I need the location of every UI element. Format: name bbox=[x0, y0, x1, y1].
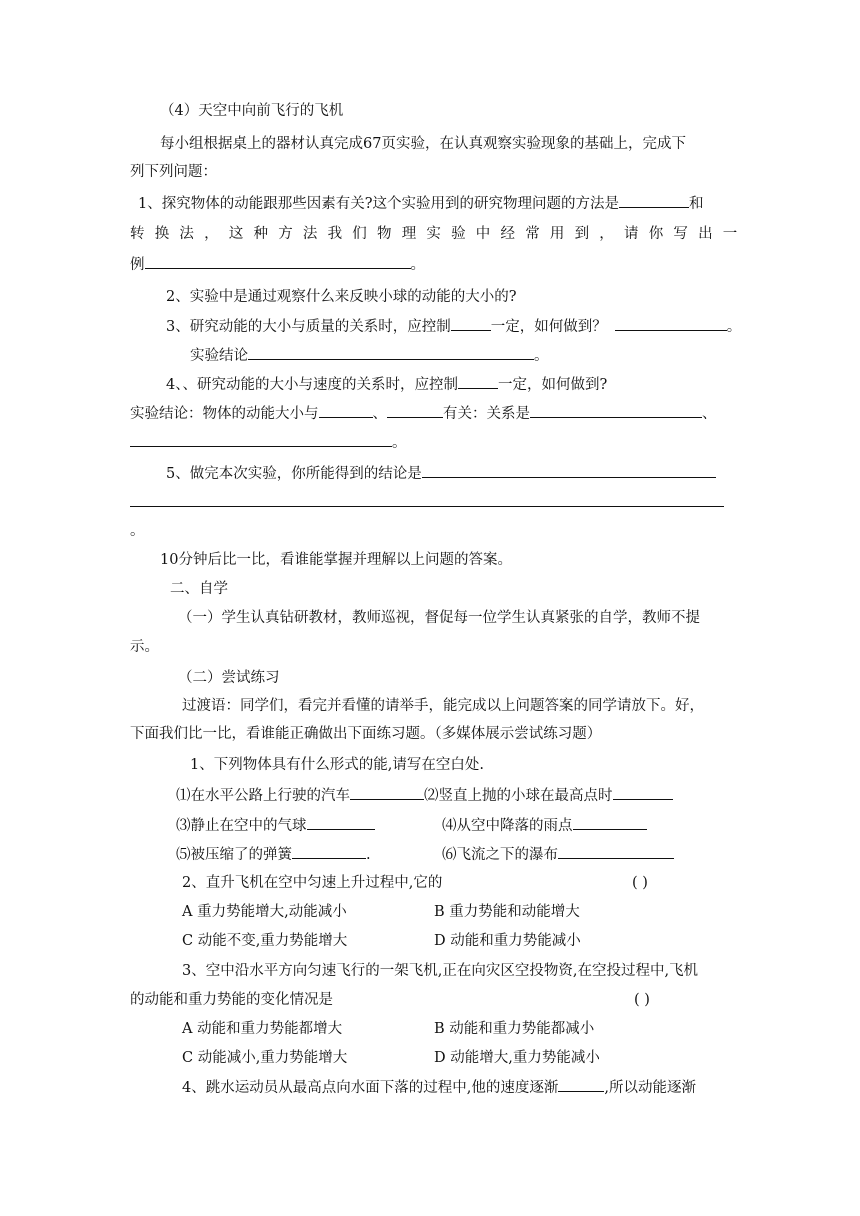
exercise-4-text: 4、跳水运动员从最高点向水面下落的过程中,他的速度逐渐 bbox=[182, 1080, 559, 1096]
answer-blank[interactable] bbox=[248, 344, 534, 360]
transition-text-cont: 下面我们比一比，看谁能正确做出下面练习题。（多媒体展示尝试练习题） bbox=[130, 726, 602, 742]
exercise-2-option-a[interactable]: A 重力势能增大,动能减小 bbox=[182, 904, 347, 920]
conclusion-relation: 有关：关系是 bbox=[443, 406, 530, 422]
self-study-part-1-cont: 示。 bbox=[130, 639, 159, 655]
exercise-3-option-d[interactable]: D 动能增大,重力势能减小 bbox=[434, 1050, 600, 1066]
conclusion-text: 实验结论：物体的动能大小与 bbox=[130, 406, 319, 422]
exercise-3-cont: 的动能和重力势能的变化情况是 bbox=[130, 992, 333, 1008]
group-instruction: 每小组根据桌上的器材认真完成67页实验，在认真观察实验现象的基础上，完成下 bbox=[160, 136, 686, 152]
question-4-text: 4、、研究动能的大小与速度的关系时，应控制 bbox=[166, 377, 458, 393]
question-3 bbox=[166, 315, 741, 338]
answer-blank[interactable] bbox=[145, 253, 411, 269]
question-4-conclusion bbox=[130, 402, 717, 425]
answer-blank[interactable] bbox=[558, 843, 674, 859]
exercise-4-cont: ,所以动能逐渐 bbox=[604, 1080, 696, 1096]
self-study-part-1: （一）学生认真钻研教材，教师巡视，督促每一位学生认真紧张的自学，教师不提 bbox=[178, 610, 700, 626]
period: 。 bbox=[534, 348, 549, 364]
exercise-2-option-c[interactable]: C 动能不变,重力势能增大 bbox=[182, 933, 348, 949]
exercise-4 bbox=[182, 1076, 696, 1099]
ten-minute-note: 10分钟后比一比，看谁能掌握并理解以上问题的答案。 bbox=[160, 552, 512, 568]
answer-blank[interactable] bbox=[130, 491, 724, 507]
question-4-how: 一定，如何做到? bbox=[497, 377, 608, 393]
exercise-1-item-3: ⑶静止在空中的气球 bbox=[176, 818, 307, 834]
answer-blank[interactable] bbox=[451, 315, 491, 331]
exercise-1-item-5: ⑸被压缩了的弹簧 bbox=[176, 847, 292, 863]
exercise-1-row-2-left bbox=[176, 814, 375, 837]
answer-blank[interactable] bbox=[307, 814, 375, 830]
comma: 、 bbox=[702, 406, 717, 422]
answer-blank[interactable] bbox=[619, 192, 689, 208]
exercise-1-item-2: ⑵竖直上抛的小球在最高点时 bbox=[424, 788, 613, 804]
conclusion-label: 实验结论 bbox=[190, 348, 248, 364]
question-1-line2: 转换法，这种方法我们物理实验中经常用到，请你写出一 bbox=[130, 226, 748, 242]
exercise-3-option-a[interactable]: A 动能和重力势能都增大 bbox=[182, 1021, 343, 1037]
question-1-text: 1、探究物体的动能跟那些因素有关?这个实验用到的研究物理问题的方法是 bbox=[138, 196, 619, 212]
answer-blank[interactable] bbox=[319, 402, 373, 418]
question-5 bbox=[166, 462, 716, 485]
answer-blank[interactable] bbox=[558, 1076, 604, 1092]
exercise-2-answer-paren[interactable]: ( ) bbox=[632, 875, 648, 891]
answer-blank[interactable] bbox=[458, 373, 498, 389]
answer-blank[interactable] bbox=[530, 402, 702, 418]
exercise-2-option-b[interactable]: B 重力势能和动能增大 bbox=[434, 904, 580, 920]
answer-blank[interactable] bbox=[573, 814, 647, 830]
answer-blank[interactable] bbox=[387, 402, 443, 418]
section-self-study: 二、自学 bbox=[170, 581, 228, 597]
question-5-end: 。 bbox=[130, 523, 145, 539]
period: . bbox=[366, 847, 371, 863]
question-5-line2 bbox=[130, 491, 724, 514]
exercise-1-item-6: ⑹飞流之下的瀑布 bbox=[442, 847, 558, 863]
exercise-2: 2、直升飞机在空中匀速上升过程中,它的 bbox=[182, 875, 443, 891]
exercise-1-item-4: ⑷从空中降落的雨点 bbox=[442, 818, 573, 834]
answer-blank[interactable] bbox=[615, 315, 727, 331]
exercise-2-option-d[interactable]: D 动能和重力势能减小 bbox=[434, 933, 581, 949]
question-5-text: 5、做完本次实验，你所能得到的结论是 bbox=[166, 466, 422, 482]
exercise-3-option-c[interactable]: C 动能减小,重力势能增大 bbox=[182, 1050, 348, 1066]
question-3-how: 一定，如何做到？ bbox=[490, 319, 607, 335]
exercise-1-item-1: ⑴在水平公路上行驶的汽车 bbox=[176, 788, 350, 804]
question-1-example: 例 bbox=[130, 257, 145, 273]
answer-blank[interactable] bbox=[613, 784, 673, 800]
self-study-part-2: （二）尝试练习 bbox=[178, 670, 280, 686]
transition-text: 过渡语：同学们，看完并看懂的请举手，能完成以上问题答案的同学请放下。好， bbox=[182, 698, 704, 714]
answer-blank[interactable] bbox=[350, 784, 424, 800]
exercise-3: 3、空中沿水平方向匀速飞行的一架飞机,正在向灾区空投物资,在空投过程中,飞机 bbox=[182, 963, 699, 979]
exercise-3-answer-paren[interactable]: ( ) bbox=[634, 992, 650, 1008]
exercise-3-option-b[interactable]: B 动能和重力势能都减小 bbox=[434, 1021, 595, 1037]
comma: 、 bbox=[372, 406, 387, 422]
period: 。 bbox=[392, 435, 407, 451]
item-4-airplane: （4）天空中向前飞行的飞机 bbox=[160, 103, 344, 119]
exercise-1: 1、下列物体具有什么形式的能,请写在空白处. bbox=[190, 757, 484, 773]
exercise-1-row-3-right bbox=[442, 843, 674, 866]
answer-blank[interactable] bbox=[130, 431, 392, 447]
period: 。 bbox=[410, 257, 425, 273]
question-1-line3 bbox=[130, 253, 425, 276]
question-3-conclusion bbox=[190, 344, 549, 367]
group-instruction-cont: 列下列问题： bbox=[130, 164, 217, 180]
question-1 bbox=[138, 192, 704, 215]
question-4-conclusion-cont bbox=[130, 431, 407, 454]
period: 。 bbox=[726, 319, 742, 335]
question-4 bbox=[166, 373, 607, 396]
question-3-text: 3、研究动能的大小与质量的关系时，应控制 bbox=[166, 319, 451, 335]
exercise-1-row-2-right bbox=[442, 814, 647, 837]
exercise-1-row-1 bbox=[176, 784, 673, 807]
exercise-1-row-3-left bbox=[176, 843, 371, 866]
answer-blank[interactable] bbox=[292, 843, 366, 859]
question-2: 2、实验中是通过观察什么来反映小球的动能的大小的? bbox=[166, 289, 517, 305]
question-1-and: 和 bbox=[689, 196, 704, 212]
answer-blank[interactable] bbox=[422, 462, 716, 478]
